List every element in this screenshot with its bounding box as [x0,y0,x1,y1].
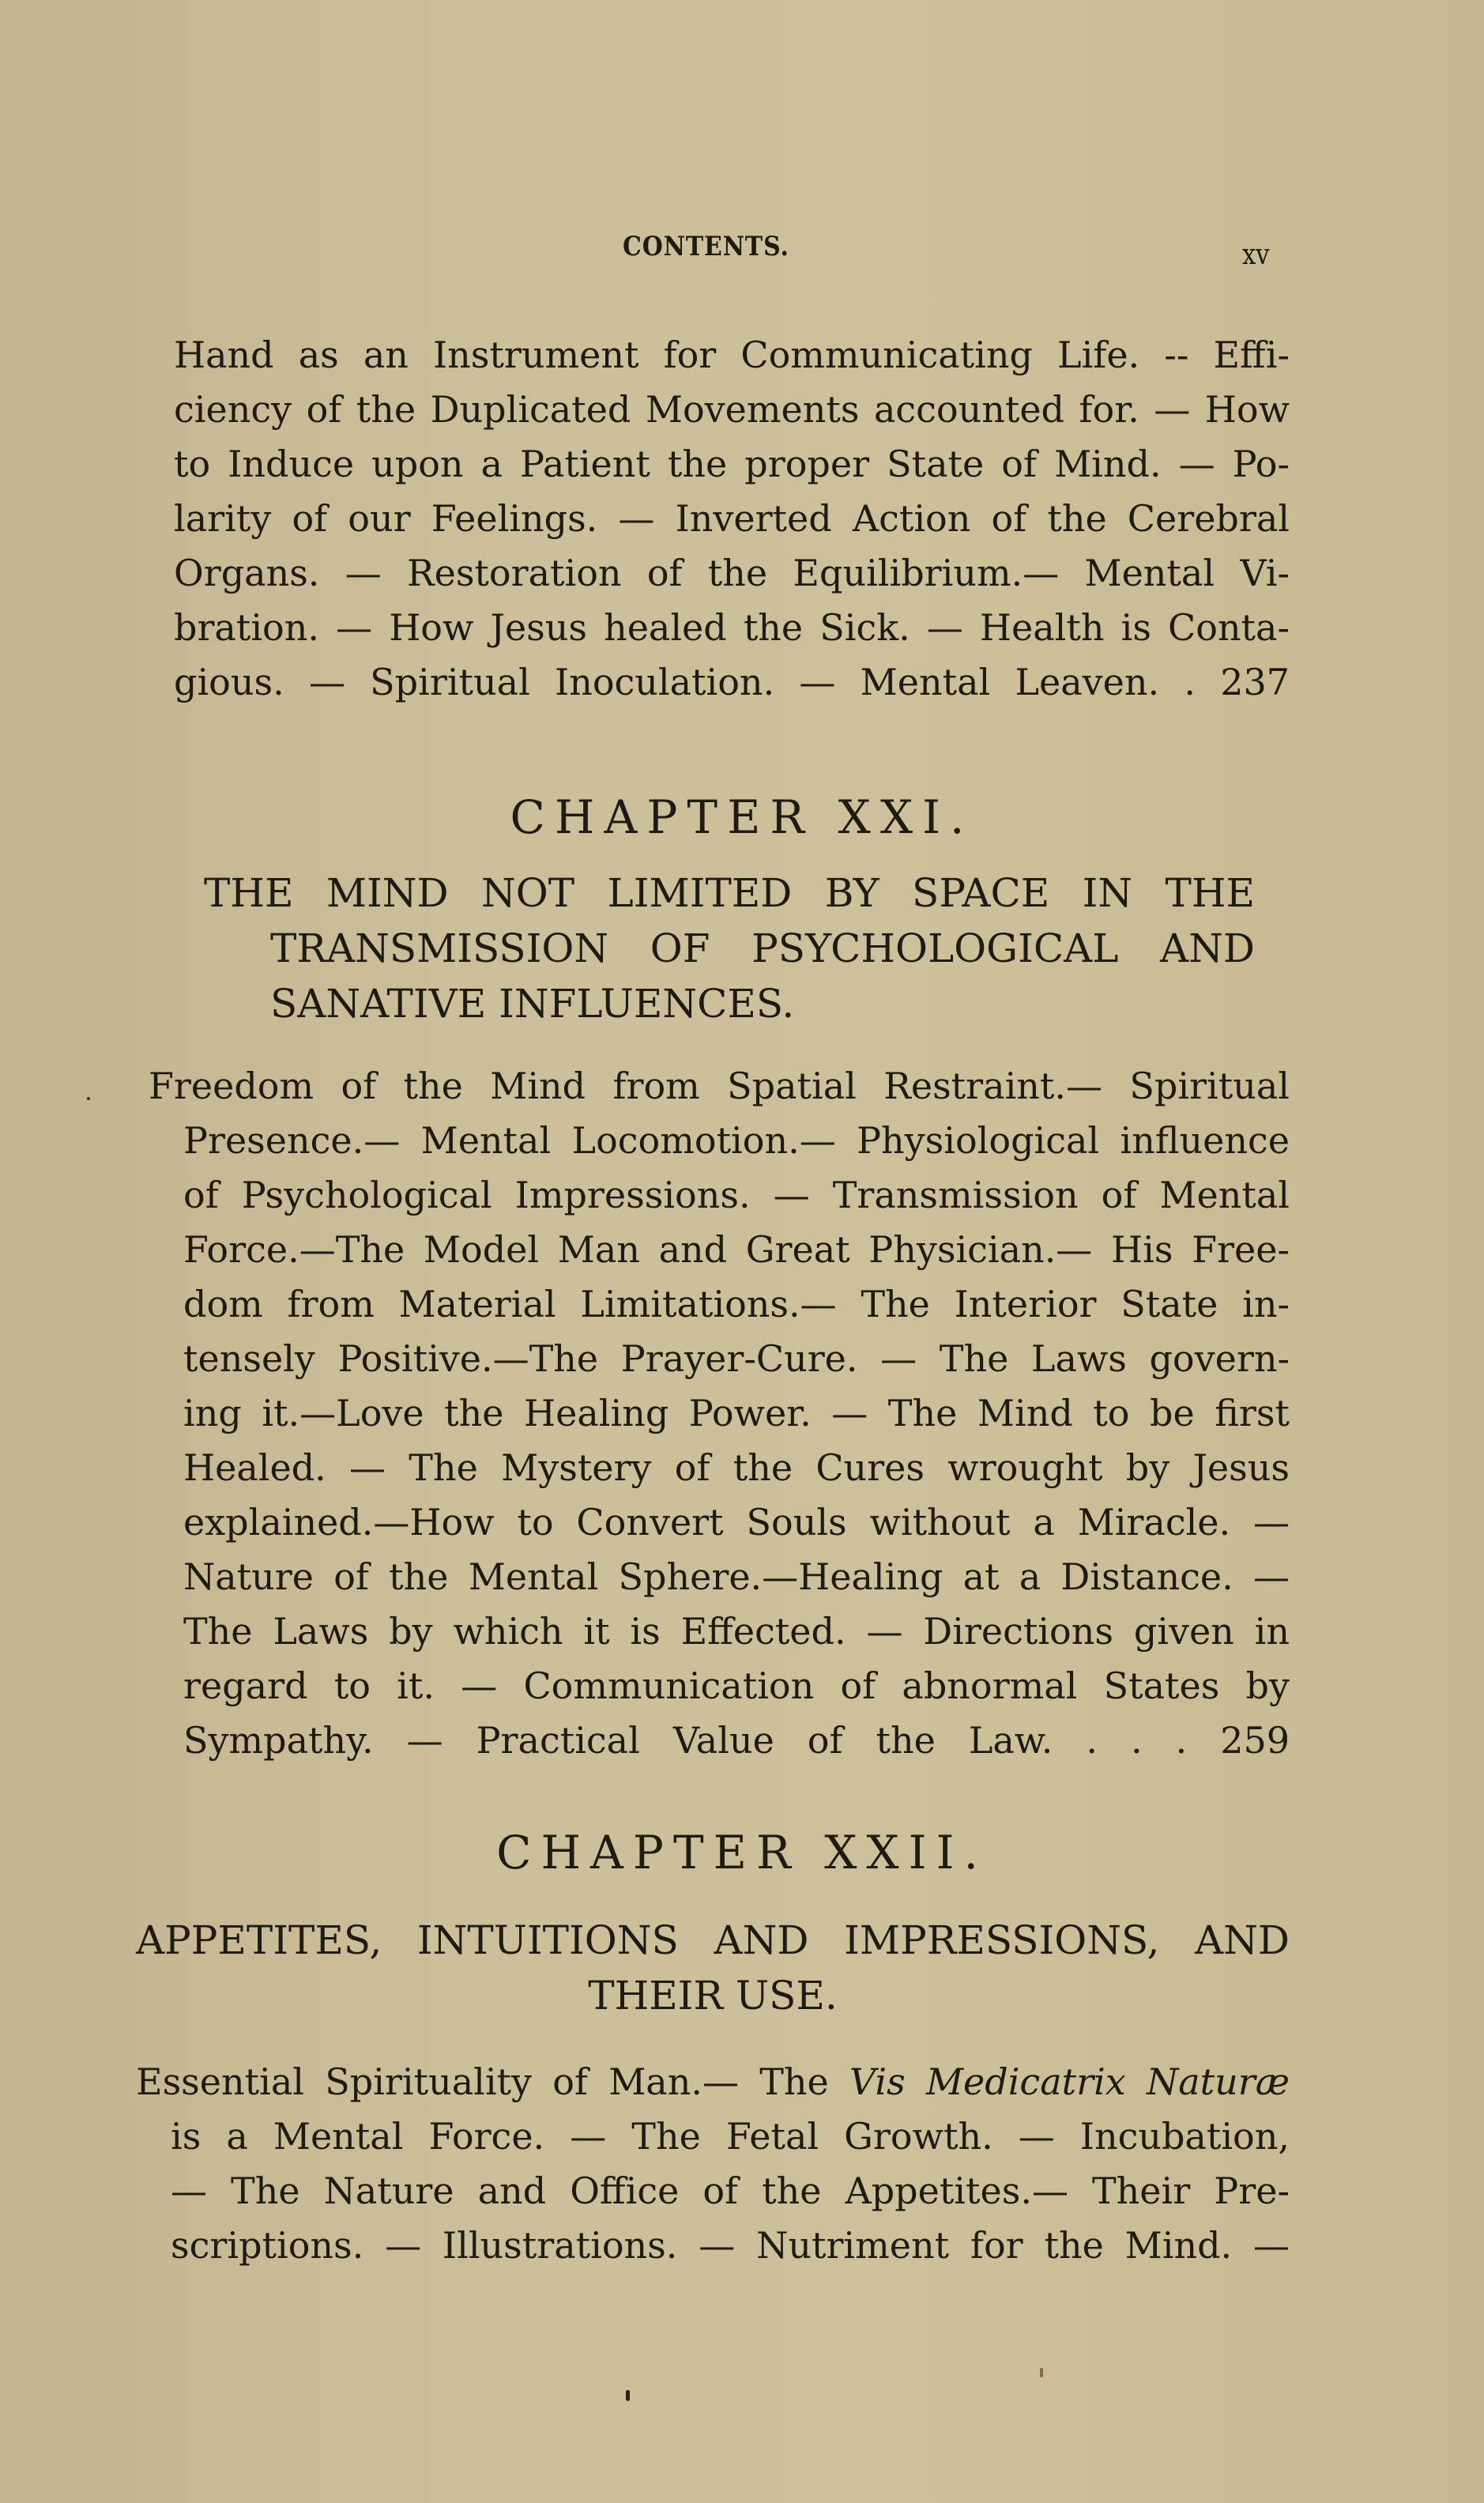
paper-speck [1040,2368,1043,2377]
summary-line: The Laws by which it is Effected. — Directions given in [183,1610,1290,1653]
entry-line: larity of our Feelings. — Inverted Action of the Cerebral [174,497,1290,540]
summary-line: Healed. — The Mystery of the Cures wrought by Jesus [183,1446,1290,1489]
summary-line: explained.—How to Convert Souls without a Miracle. — [183,1501,1290,1544]
latin-phrase: Vis Medicatrix Naturæ [849,2060,1290,2103]
entry-line-with-page: gious. — Spiritual Inoculation. — Mental Leaven. . 237 [174,661,1290,703]
continued-entry [174,328,1290,710]
summary-line: regard to it. — Communication of abnormal States by [183,1664,1290,1707]
entry-line: bration. — How Jesus healed the Sick. — Health is Conta- [174,606,1290,649]
summary-line: ing it.—Love the Healing Power. — The Mind to be first [183,1392,1290,1434]
summary-line [136,2055,1290,2109]
summary-line: Presence.— Mental Locomotion.— Physiological influence [183,1119,1290,1162]
chapter-title-line: SANATIVE INFLUENCES. [270,981,795,1027]
chapter-heading-xxi: CHAPTER XXI. [510,790,974,844]
running-title: CONTENTS. [623,231,789,262]
chapter-summary-xxii [136,2055,1290,2273]
chapter-title-line: THEIR USE. [588,1973,838,2019]
summary-line: of Psychological Impressions. — Transmission of Mental [183,1174,1290,1216]
summary-line: — The Nature and Office of the Appetites.— Their Pre- [171,2169,1290,2212]
summary-line-with-page: Sympathy. — Practical Value of the Law. . . . 259 [183,1719,1290,1762]
summary-line: scriptions. — Illustrations. — Nutriment for the Mind. — [171,2224,1290,2267]
chapter-title-line: TRANSMISSION OF PSYCHOLOGICAL AND [270,925,1255,971]
paper-speck [626,2390,630,2401]
running-head [0,231,1484,270]
summary-line: Force.—The Model Man and Great Physician.— His Free- [183,1228,1290,1271]
entry-line: to Induce upon a Patient the proper State of Mind. — Po- [174,443,1290,485]
summary-line: dom from Material Limitations.— The Interior State in- [183,1283,1290,1325]
chapter-heading-xxii: CHAPTER XXII. [496,1826,988,1879]
chapter-title-line: THE MIND NOT LIMITED BY SPACE IN THE [204,870,1255,916]
summary-line: is a Mental Force. — The Fetal Growth. — Incubation, [171,2115,1290,2158]
entry-line: Organs. — Restoration of the Equilibrium.— Mental Vi- [174,552,1290,594]
chapter-title-line: APPETITES, INTUITIONS AND IMPRESSIONS, AND [136,1917,1290,1963]
summary-line: Freedom of the Mind from Spatial Restraint.— Spiritual [149,1065,1290,1107]
entry-line: ciency of the Duplicated Movements accounted for. — How [174,388,1290,431]
page-number: xv [1242,239,1270,271]
paper-speck [87,1097,90,1100]
chapter-summary-xxi [149,1059,1290,1768]
chapter-title-xxi [204,865,1255,1031]
summary-line: Nature of the Mental Sphere.—Healing at a Distance. — [183,1555,1290,1598]
entry-line: Hand as an Instrument for Communicating Life. -- Effi- [174,334,1290,376]
summary-text: Essential Spirituality of Man.— The [136,2060,849,2103]
summary-line: tensely Positive.—The Prayer-Cure. — The Laws govern- [183,1337,1290,1380]
chapter-title-xxii [136,1913,1290,2023]
